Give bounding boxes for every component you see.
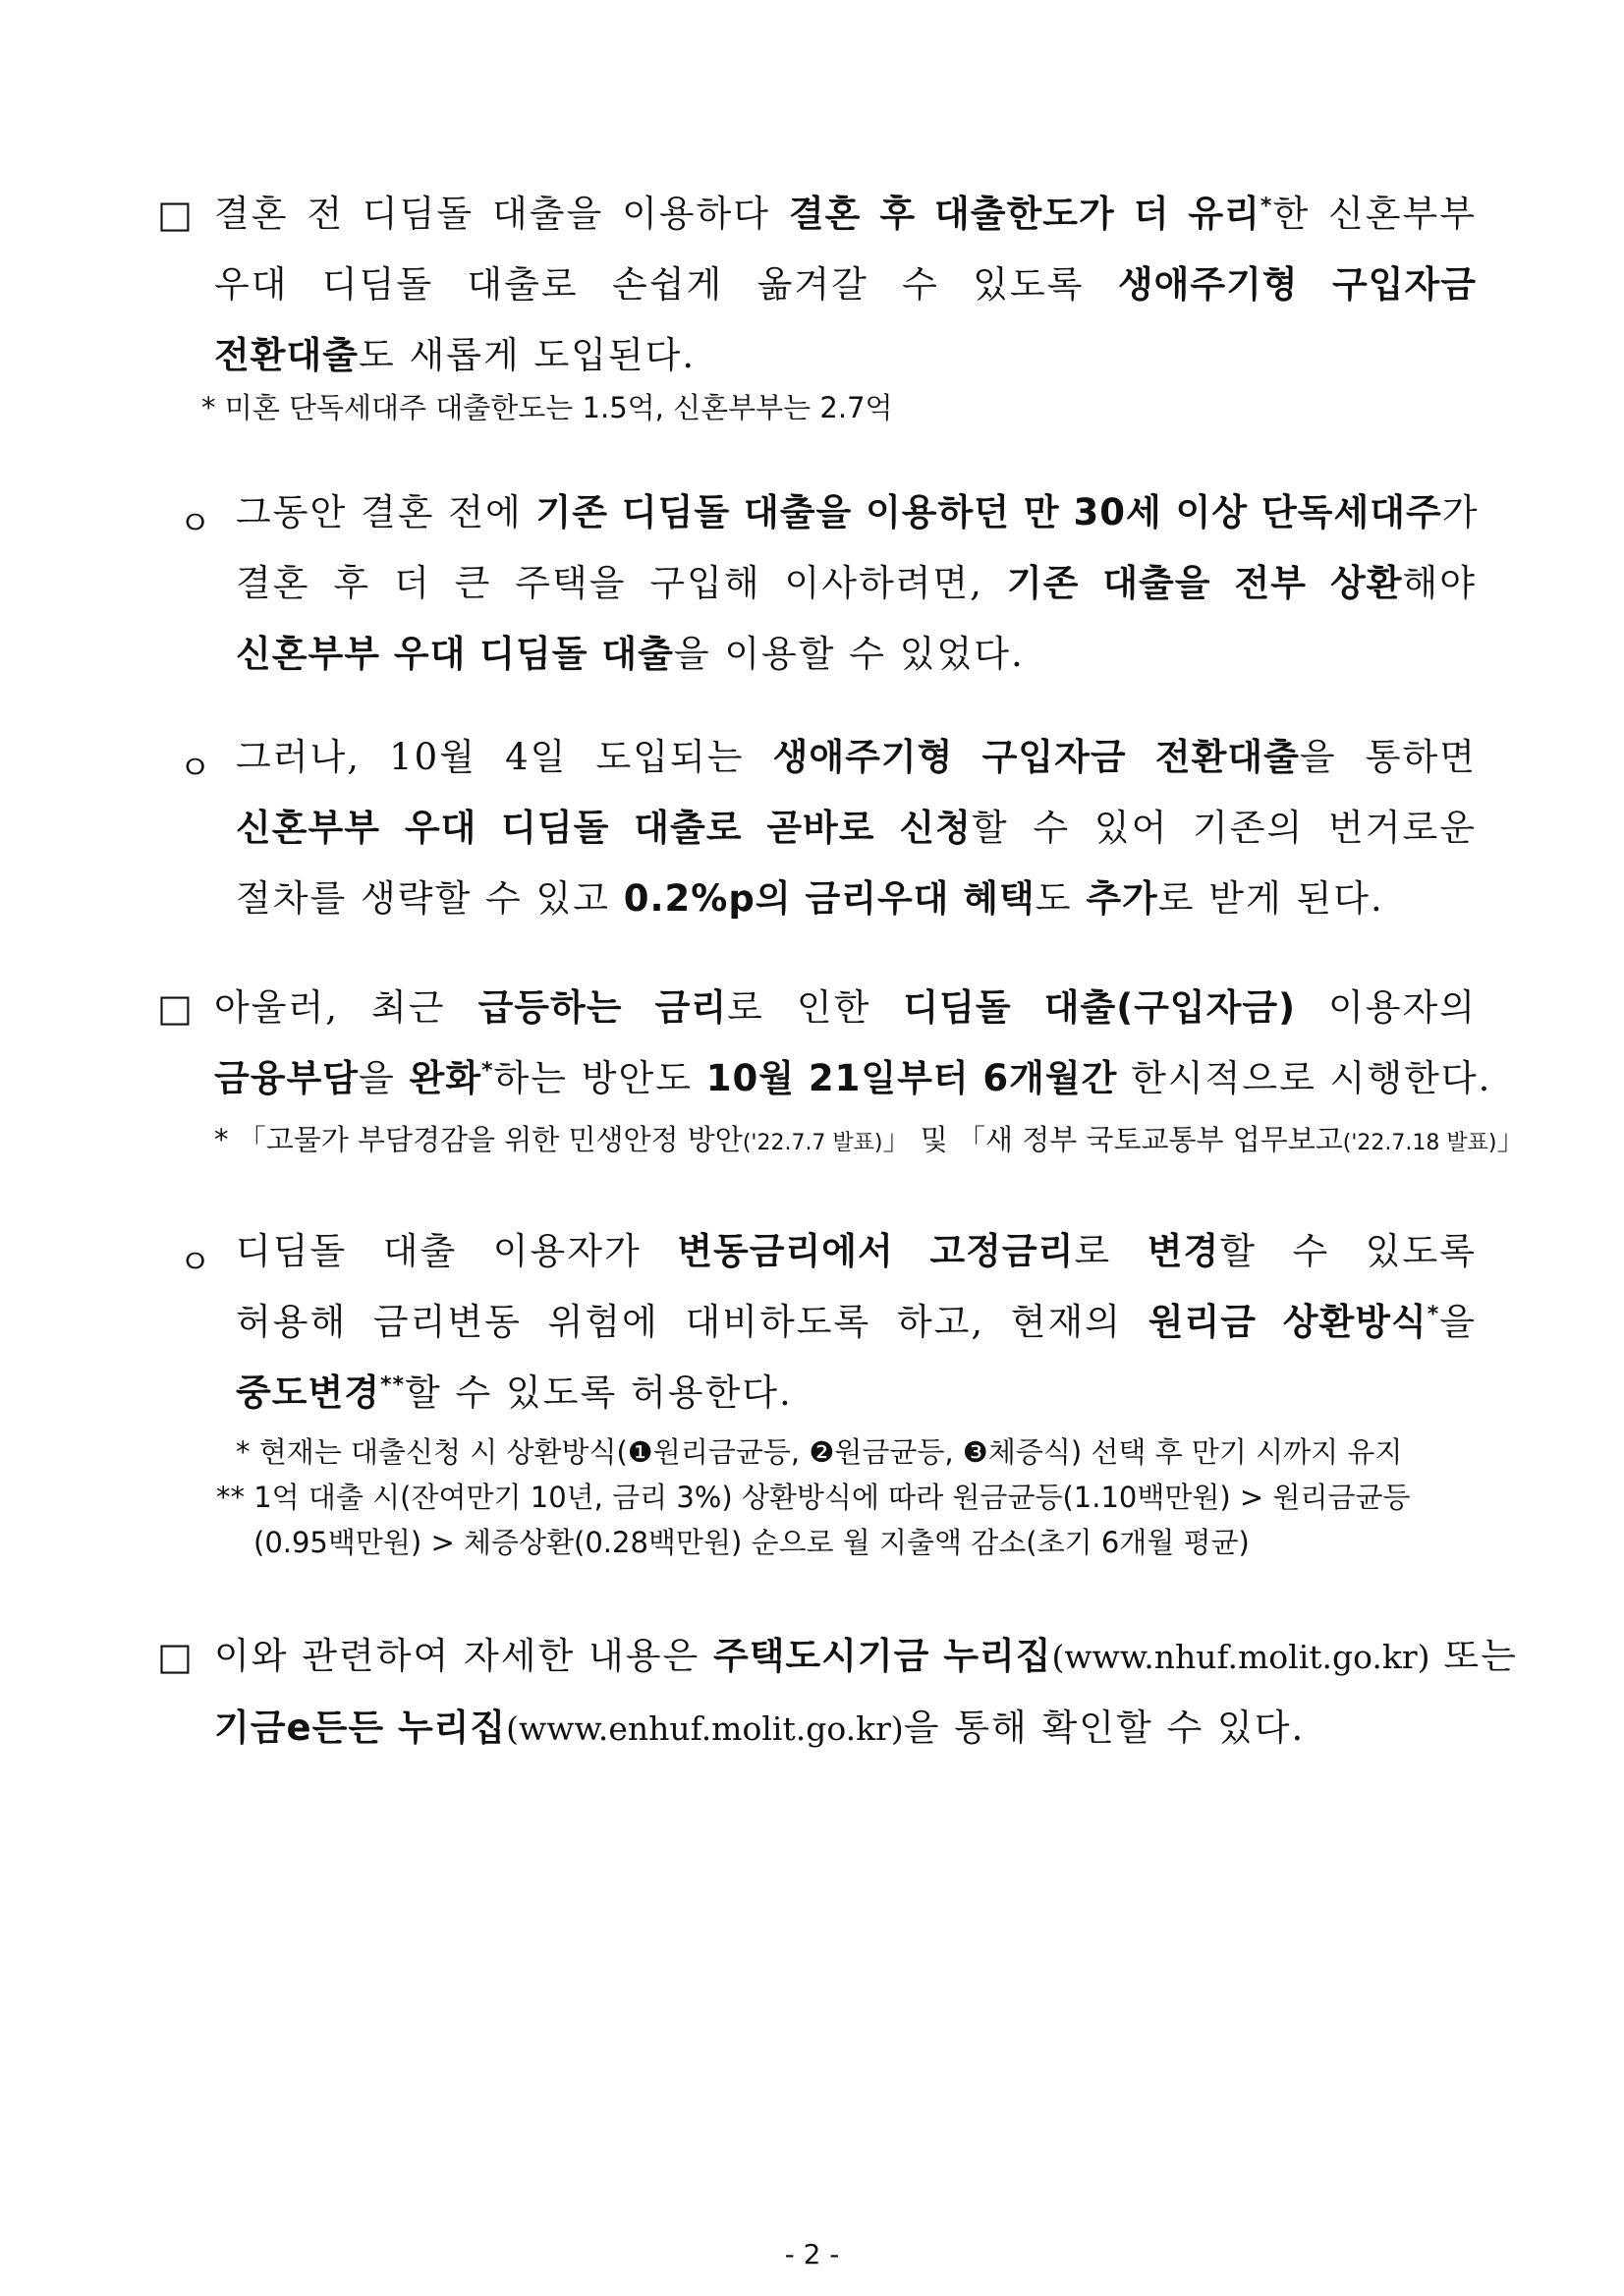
section3-line1: 이와 관련하여 자세한 내용은 주택도시기금 누리집(www.nhuf.molit.go.kr) 또는 <box>214 1635 1518 1677</box>
section2-sub1-line1: 디딤돌 대출 이용자가 변동금리에서 고정금리로 변경할 수 있도록 <box>236 1230 1477 1272</box>
square-bullet-icon: □ <box>157 986 193 1030</box>
circle-bullet-icon: ㅇ <box>179 749 211 788</box>
section2-sub1-footnote-2: ** 1억 대출 시(잔여만기 10년, 금리 3%) 상환방식에 따라 원금균등(1.10백만원) > 원리금균등 <box>216 1481 1411 1514</box>
section1-sub2-paragraph <box>236 722 1477 934</box>
section1-sub2-line3: 절차를 생략할 수 있고 0.2%p의 금리우대 혜택도 추가로 받게 된다. <box>236 877 1384 920</box>
section1-sub1-line2: 결혼 후 더 큰 주택을 구입해 이사하려면, 기존 대출을 전부 상환해야 <box>236 562 1477 604</box>
section1-sub1-paragraph <box>236 477 1480 690</box>
section1-sub1-line1: 그동안 결혼 전에 기존 디딤돌 대출을 이용하던 만 30세 이상 단독세대주가 <box>236 491 1480 533</box>
section2-paragraph <box>214 973 1492 1114</box>
square-bullet-icon: □ <box>157 193 193 236</box>
section1-sub2-line2: 신혼부부 우대 디딤돌 대출로 곧바로 신청할 수 있어 기존의 번거로운 <box>236 807 1477 849</box>
section2-line2: 금융부담을 완화*하는 방안도 10월 21일부터 6개월간 한시적으로 시행한다. <box>214 1057 1492 1099</box>
section1-sub1-line3: 신혼부부 우대 디딤돌 대출을 이용할 수 있었다. <box>236 633 1025 675</box>
section2-line1: 아울러, 최근 급등하는 금리로 인한 디딤돌 대출(구입자금) 이용자의 <box>214 986 1477 1029</box>
section1-footnote: * 미혼 단독세대주 대출한도는 1.5억, 신혼부부는 2.7억 <box>201 391 893 424</box>
section1-line3: 전환대출도 새롭게 도입된다. <box>214 334 697 376</box>
section2-sub1-paragraph <box>236 1216 1477 1428</box>
section1-line1: 결혼 전 디딤돌 대출을 이용하다 결혼 후 대출한도가 더 유리*한 신혼부부 <box>214 193 1477 235</box>
section2-sub1-line2: 허용해 금리변동 위험에 대비하도록 하고, 현재의 원리금 상환방식*을 <box>236 1301 1478 1343</box>
section1-paragraph <box>214 179 1477 391</box>
square-bullet-icon: □ <box>157 1635 193 1678</box>
section2-sub1-line3: 중도변경**할 수 있도록 허용한다. <box>236 1372 793 1414</box>
section2-sub1-footnote-3: (0.95백만원) > 체증상환(0.28백만원) 순으로 월 지출액 감소(초기 6개월 평균) <box>253 1526 1250 1559</box>
section2-footnote: * 「고물가 부담경감을 위한 민생안정 방안('22.7.7 발표)」 및 「새 정부 국토교통부 업무보고('22.7.18 발표)」 <box>214 1123 1526 1156</box>
section3-line2: 기금e든든 누리집(www.enhuf.molit.go.kr)을 통해 확인할 수 있다. <box>214 1707 1306 1749</box>
circle-bullet-icon: ㅇ <box>179 504 211 543</box>
section3-paragraph <box>214 1621 1518 1764</box>
section1-line2: 우대 디딤돌 대출로 손쉽게 옮겨갈 수 있도록 생애주기형 구입자금 <box>214 263 1477 306</box>
circle-bullet-icon: ㅇ <box>179 1243 211 1282</box>
page-number: - 2 - <box>784 2238 840 2270</box>
section1-sub2-line1: 그러나, 10월 4일 도입되는 생애주기형 구입자금 전환대출을 통하면 <box>236 736 1477 778</box>
section2-sub1-footnote-1: * 현재는 대출신청 시 상환방식(❶원리금균등, ❷원금균등, ❸체증식) 선택 후 만기 시까지 유지 <box>236 1435 1403 1469</box>
